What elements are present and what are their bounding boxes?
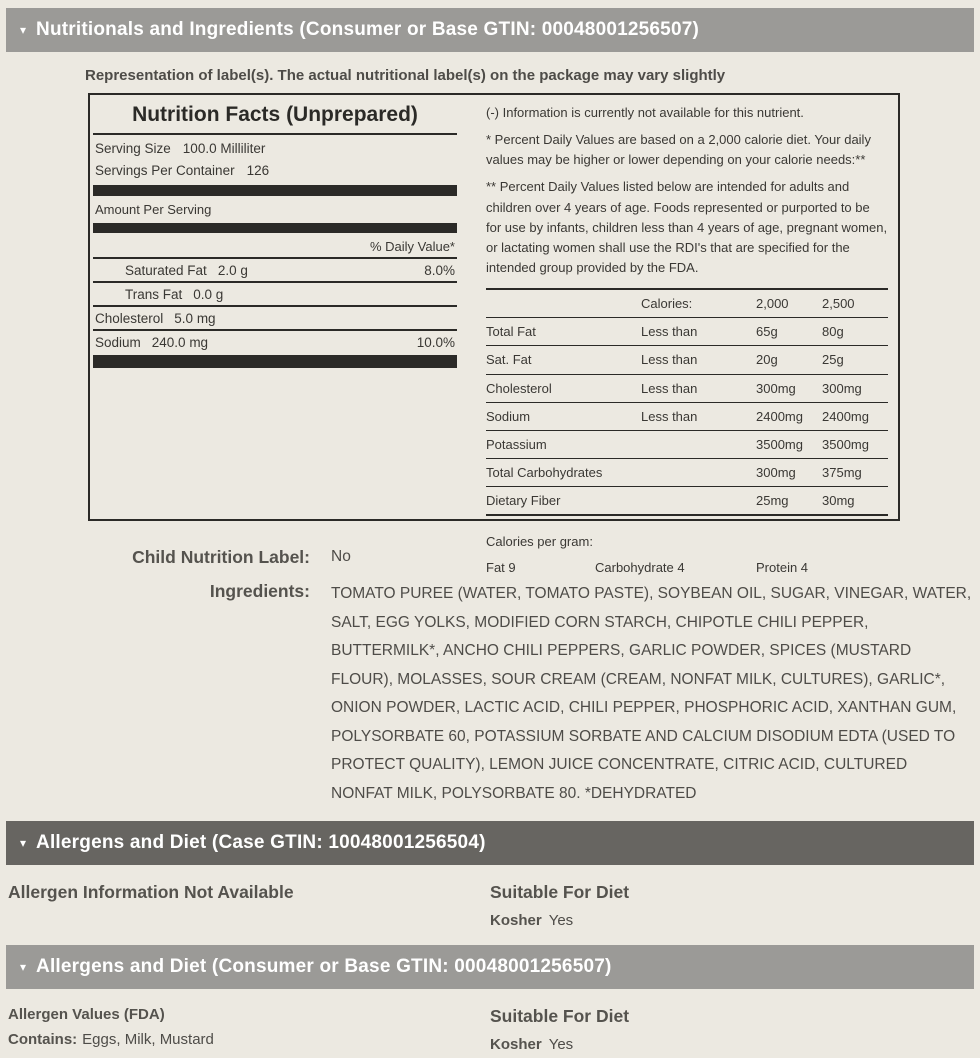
nutrition-facts-column — [90, 95, 460, 519]
dv-2500-value: 2400mg — [822, 408, 869, 424]
dv-qualifier: Less than — [641, 380, 698, 396]
carbohydrate-calories-per-gram: Carbohydrate 4 — [595, 560, 685, 576]
footnotes — [486, 103, 888, 278]
ingredients-row — [0, 577, 980, 808]
daily-values-row — [486, 318, 888, 346]
servings-per-container-row — [93, 157, 457, 179]
calories-per-gram-label: Calories per gram: — [486, 534, 593, 550]
allergens-case-content — [0, 865, 980, 929]
section-title-nutritionals: Nutritionals and Ingredients (Consumer or Base GTIN: 00048001256507) — [36, 19, 700, 40]
allergen-values-column — [8, 1006, 490, 1053]
child-nutrition-label-label: Child Nutrition Label: — [132, 547, 310, 567]
nutrient-daily-value: 8.0% — [424, 263, 455, 278]
collapse-triangle-icon: ▾ — [20, 23, 27, 37]
dv-2000-value: 20g — [756, 352, 778, 368]
dv-nutrient: Total Fat — [486, 324, 536, 340]
dv-nutrient: Potassium — [486, 436, 547, 452]
section-header-allergens-case[interactable] — [6, 821, 974, 865]
dv-nutrient: Dietary Fiber — [486, 493, 561, 509]
daily-values-row — [486, 346, 888, 374]
footnote-text: (-) Information is currently not available for this nutrient. — [486, 105, 804, 120]
nutrient-row — [93, 281, 457, 305]
child-nutrition-label-row — [0, 543, 980, 571]
daily-values-row — [486, 459, 888, 487]
dv-nutrient: Sat. Fat — [486, 352, 532, 368]
dv-2000-value: 2400mg — [756, 408, 803, 424]
nutrient-amount: 0.0 g — [193, 287, 224, 302]
nutrient-amount: 2.0 g — [217, 263, 248, 278]
kosher-value: Yes — [548, 912, 574, 930]
suitable-for-diet-heading: Suitable For Diet — [490, 882, 630, 903]
footnote-text: * Percent Daily Values are based on a 2,000 calorie diet. Your daily values may be higher or lower depending on your calorie needs:** — [486, 132, 871, 168]
nutrient-amount: 5.0 mg — [174, 311, 216, 326]
nutrient-name: Sodium — [95, 335, 141, 350]
dv-qualifier: Less than — [641, 352, 698, 368]
nutrient-rows — [93, 257, 457, 353]
dv-qualifier: Less than — [641, 408, 698, 424]
protein-calories-per-gram: Protein 4 — [756, 560, 809, 576]
allergen-info-column — [8, 882, 490, 929]
calories-2500-header: 2,500 — [822, 296, 855, 312]
dv-2000-value: 300mg — [756, 380, 796, 396]
dv-2000-value: 25mg — [756, 493, 789, 509]
dv-nutrient: Cholesterol — [486, 380, 552, 396]
daily-values-table-body — [486, 318, 888, 516]
product-spec-page — [0, 8, 980, 1058]
dv-qualifier — [641, 491, 756, 511]
dv-2500-value: 3500mg — [822, 436, 869, 452]
calories-header-label: Calories: — [641, 296, 693, 312]
nutrient-amount: 240.0 mg — [151, 335, 209, 350]
amount-per-serving-label: Amount Per Serving — [95, 202, 212, 217]
nutrition-facts-title: Nutrition Facts (Unprepared) — [132, 103, 418, 126]
contains-label: Contains: — [8, 1031, 78, 1049]
section-header-nutritionals[interactable] — [6, 8, 974, 52]
collapse-triangle-icon: ▾ — [20, 960, 27, 975]
nutrition-footnotes-column — [460, 95, 898, 576]
serving-size-label: Serving Size — [95, 141, 171, 156]
nutrient-row — [93, 329, 457, 353]
nutrient-row — [93, 257, 457, 281]
section-title-allergens-case: Allergens and Diet (Case GTIN: 10048001256504) — [36, 832, 486, 854]
kosher-row — [490, 1036, 972, 1053]
label-representation-note: Representation of label(s). The actual nutritional label(s) on the package may vary slightly — [85, 67, 726, 84]
contains-value: Eggs, Milk, Mustard — [82, 1031, 214, 1049]
dv-2500-value: 25g — [822, 352, 844, 368]
calories-2000-header: 2,000 — [756, 296, 789, 312]
dv-nutrient: Total Carbohydrates — [486, 464, 603, 480]
thick-divider-bar — [93, 185, 457, 196]
fat-calories-per-gram: Fat 9 — [486, 560, 516, 576]
ingredients-label: Ingredients: — [209, 581, 310, 601]
servings-per-container-value: 126 — [246, 163, 270, 178]
contains-row — [8, 1031, 490, 1048]
serving-size-value: 100.0 Milliliter — [182, 141, 266, 156]
thick-divider-bar — [93, 355, 457, 368]
dv-2500-value: 80g — [822, 324, 844, 340]
allergen-not-available-heading: Allergen Information Not Available — [8, 882, 294, 903]
daily-values-table — [486, 288, 888, 516]
daily-values-row — [486, 487, 888, 516]
daily-value-header: % Daily Value* — [369, 239, 455, 254]
kosher-label: Kosher — [490, 1036, 542, 1054]
dv-qualifier — [641, 435, 756, 455]
kosher-value: Yes — [548, 1036, 574, 1054]
dv-2500-value: 30mg — [822, 493, 855, 509]
dv-2000-value: 65g — [756, 324, 778, 340]
nutrient-daily-value: 10.0% — [416, 335, 455, 350]
nutrient-name: Saturated Fat — [125, 263, 207, 278]
nutrient-name: Cholesterol — [95, 311, 164, 326]
dv-2000-value: 3500mg — [756, 436, 803, 452]
dv-qualifier: Less than — [641, 324, 698, 340]
child-nutrition-label-value: No — [331, 548, 351, 565]
daily-values-row — [486, 403, 888, 431]
dv-nutrient: Sodium — [486, 408, 531, 424]
thick-divider-bar — [93, 223, 457, 233]
allergens-consumer-content — [0, 989, 980, 1053]
section-header-allergens-consumer[interactable] — [6, 945, 974, 989]
nutrient-row — [93, 305, 457, 329]
ingredients-value: TOMATO PUREE (WATER, TOMATO PASTE), SOYBEAN OIL, SUGAR, VINEGAR, WATER, SALT, EGG YOLKS, MODIFIED CORN STARCH, CHIPOTLE CHILI PEPPER, BUTTERMILK*, ANCHO CHILI PEPPERS, GARLIC POWDER, SPICES (MUSTARD FLOUR), MOLASSES, SOUR CREAM (CREAM, NONFAT MILK, CULTURES), GARLIC*, ONION POWDER, LACTIC ACID, CHILI PEPPER, PHOSPHORIC ACID, XANTHAN GUM, POLYSORBATE 60, POTASSIUM SORBATE AND CALCIUM DISODIUM EDTA (USED TO PROTECT QUALITY), LEMON JUICE CONCENTRATE, CITRIC ACID, CULTURED NONFAT MILK, POLYSORBATE 80. *DEHYDRATED — [331, 585, 972, 802]
daily-values-row — [486, 375, 888, 403]
allergen-values-heading: Allergen Values (FDA) — [8, 1006, 165, 1024]
dv-2500-value: 300mg — [822, 380, 862, 396]
suitable-diet-column — [490, 882, 972, 929]
nutrient-name: Trans Fat — [125, 287, 183, 302]
footnote-text: ** Percent Daily Values listed below are intended for adults and children over 4 years of age. Foods represented or purported to be for use by infants, children less than 4 years of age, pregnant women, or lactating women shall use the RDI's that are specified for the intended group provided by the FDA. — [486, 179, 888, 275]
kosher-row — [490, 912, 972, 929]
kosher-label: Kosher — [490, 912, 542, 930]
suitable-for-diet-heading: Suitable For Diet — [490, 1006, 630, 1027]
serving-size-row — [93, 135, 457, 157]
section-title-allergens-consumer: Allergens and Diet (Consumer or Base GTIN: 00048001256507) — [36, 956, 612, 978]
dv-2000-value: 300mg — [756, 464, 796, 480]
suitable-diet-column — [490, 1006, 972, 1053]
daily-values-row — [486, 431, 888, 459]
dv-2500-value: 375mg — [822, 464, 862, 480]
daily-values-table-header — [486, 288, 888, 318]
collapse-triangle-icon: ▾ — [20, 836, 27, 851]
detail-fields — [0, 543, 980, 808]
servings-per-container-label: Servings Per Container — [95, 163, 235, 178]
dv-qualifier — [641, 463, 756, 483]
